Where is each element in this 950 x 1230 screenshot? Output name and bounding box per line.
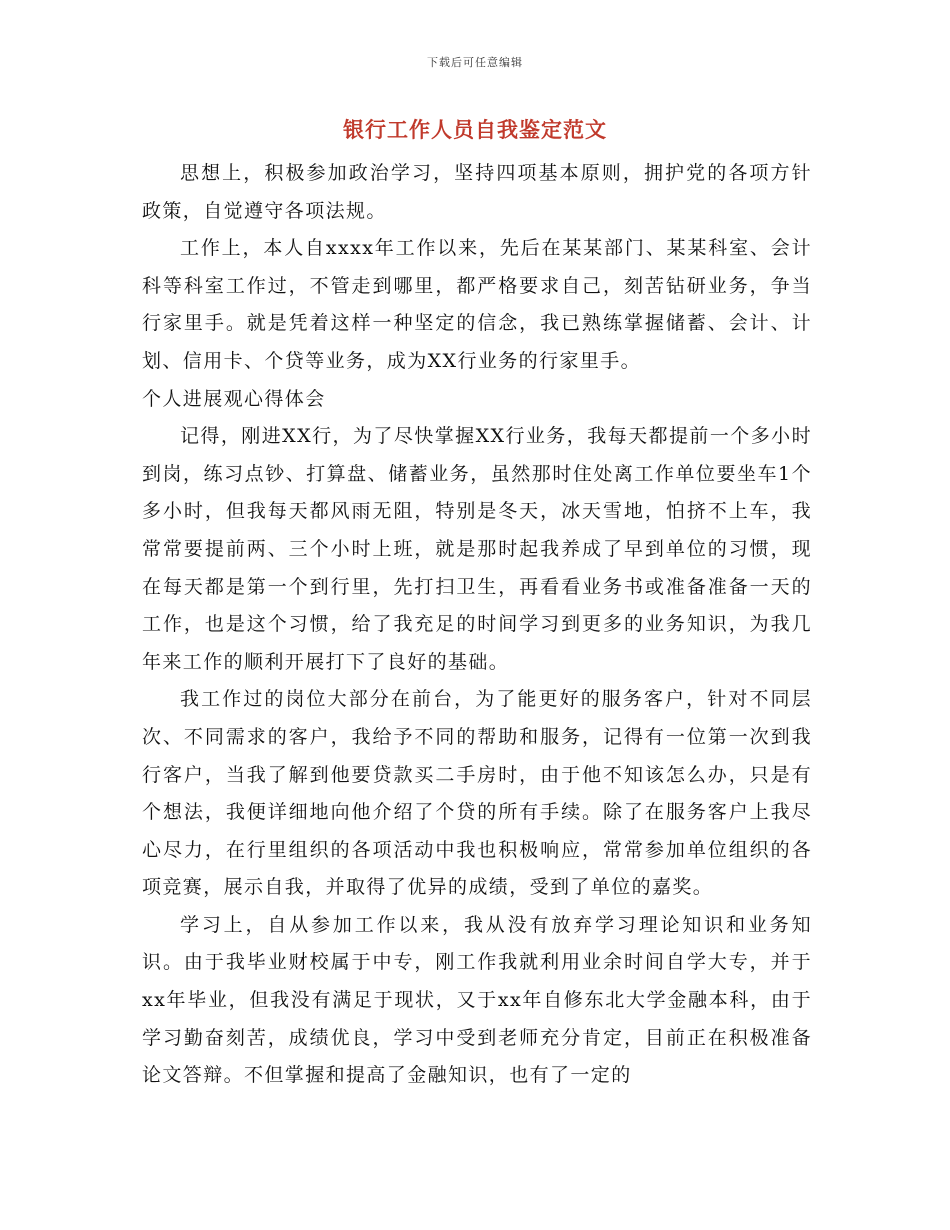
header-note: 下载后可任意编辑 [427,56,523,69]
paragraph-work: 工作上，本人自xxxx年工作以来，先后在某某部门、某某科室、会计科等科室工作过，不管走到哪里，都严格要求自己，刻苦钻研业务，争当行家里手。就是凭着这样一种坚定的信念，我已熟练掌握储蓄、会计、计划、信用卡、个贷等业务，成为XX行业务的行家里手。 [142,237,812,372]
document-body [142,155,812,1095]
paragraph-inserted-heading: 个人进展观心得体会 [142,387,326,410]
paragraph-thought: 思想上，积极参加政治学习，坚持四项基本原则，拥护党的各项方针政策，自觉遵守各项法规。 [142,162,812,222]
paragraph-memory: 记得，刚进XX行，为了尽快掌握XX行业务，我每天都提前一个多小时到岗，练习点钞、打算盘、储蓄业务，虽然那时住处离工作单位要坐车1个多小时，但我每天都风雨无阻，特别是冬天，冰天雪地，怕挤不上车，我常常要提前两、三个小时上班，就是那时起我养成了早到单位的习惯，现在每天都是第一个到行里，先打扫卫生，再看看业务书或准备准备一天的工作，也是这个习惯，给了我充足的时间学习到更多的业务知识，为我几年来工作的顺利开展打下了良好的基础。 [142,425,812,673]
document-title: 银行工作人员自我鉴定范文 [343,117,607,142]
paragraph-study: 学习上，自从参加工作以来，我从没有放弃学习理论知识和业务知识。由于我毕业财校属于中专，刚工作我就利用业余时间自学大专，并于xx年毕业，但我没有满足于现状，又于xx年自修东北大学金融本科，由于学习勤奋刻苦，成绩优良，学习中受到老师充分肯定，目前正在积极准备论文答辩。不但掌握和提高了金融知识，也有了一定的 [142,913,812,1087]
paragraph-service: 我工作过的岗位大部分在前台，为了能更好的服务客户，针对不同层次、不同需求的客户，我给予不同的帮助和服务，记得有一位第一次到我行客户，当我了解到他要贷款买二手房时，由于他不知该怎么办，只是有个想法，我便详细地向他介绍了个贷的所有手续。除了在服务客户上我尽心尽力，在行里组织的各项活动中我也积极响应，常常参加单位组织的各项竞赛，展示自我，并取得了优异的成绩，受到了单位的嘉奖。 [142,688,812,899]
